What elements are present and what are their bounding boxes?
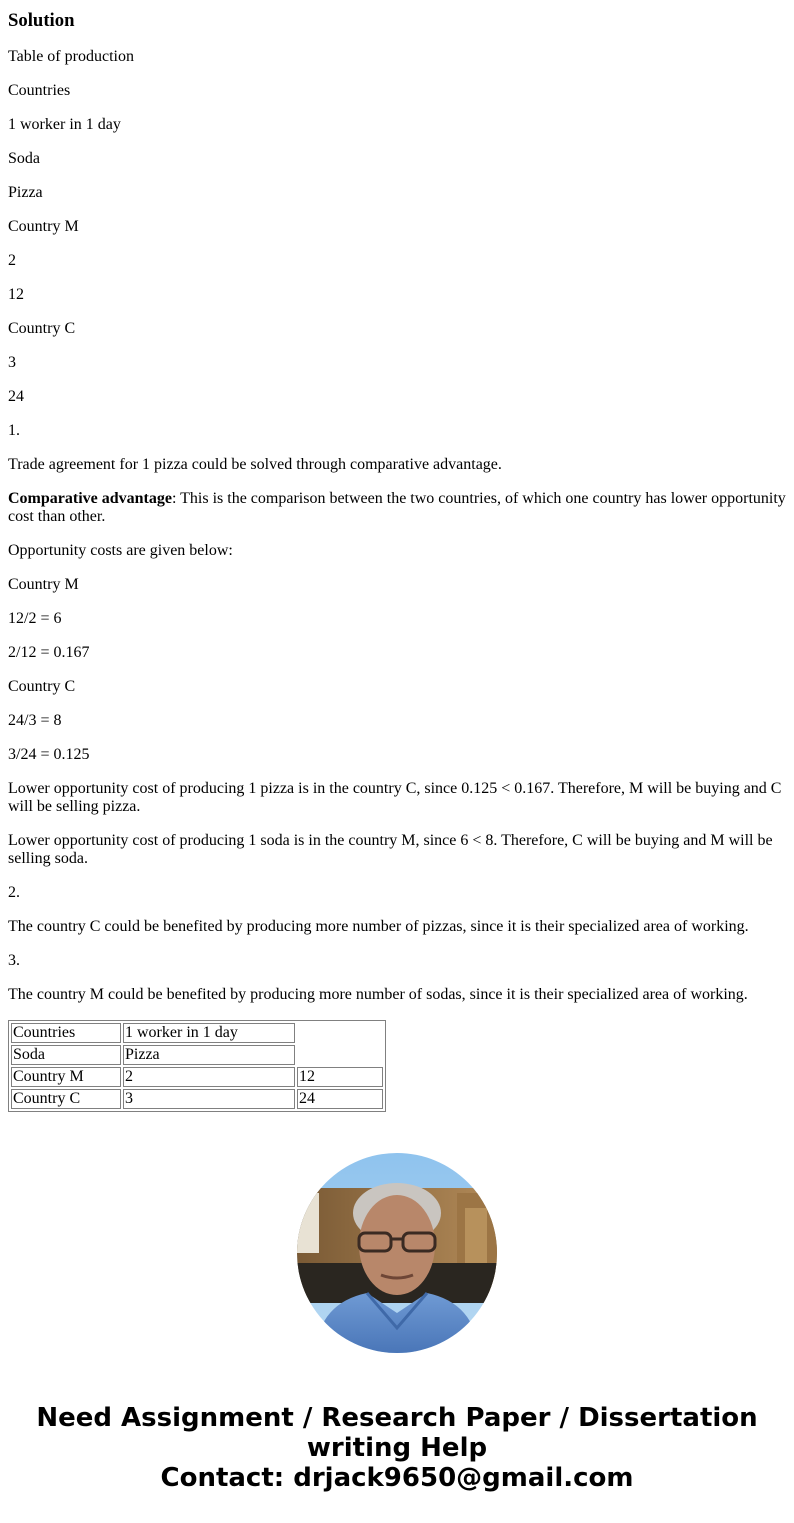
paragraph: Table of production [8,48,134,65]
table-row [11,1089,383,1109]
table-cell: 3 [123,1089,295,1109]
table-row [11,1045,383,1065]
author-avatar [297,1153,497,1353]
paragraph: Country M [8,218,79,235]
table-cell: 12 [297,1067,383,1087]
promo-line: writing Help [306,1433,488,1463]
document-content [8,0,786,1112]
table-cell: 1 worker in 1 day [123,1023,295,1043]
paragraph: 1 worker in 1 day [8,116,121,133]
promo-banner [0,1403,794,1493]
paragraph: 24 [8,388,24,405]
paragraph: 2 [8,252,16,269]
comparative-advantage-term: Comparative advantage [8,490,172,507]
paragraph: Pizza [8,184,43,201]
paragraph: Country C [8,678,76,695]
paragraph: 12 [8,286,24,303]
production-table-wrapper [8,1020,786,1112]
paragraph: 2. [8,884,20,901]
table-row [11,1067,383,1087]
paragraph: The country C could be benefited by producing more number of pizzas, since it is their specialized area of working. [8,918,749,935]
table-cell: Pizza [123,1045,295,1065]
paragraph: Soda [8,150,40,167]
paragraph: 3/24 = 0.125 [8,746,90,763]
comparative-advantage-definition: : This is the comparison between the two countries, of which one country has lower opportunity cost than other. [8,490,786,525]
promo-contact: Contact: drjack9650@gmail.com [160,1463,634,1493]
paragraph: 3 [8,354,16,371]
table-cell: Soda [11,1045,121,1065]
promo-line: Need Assignment / Research Paper / Dissertation [36,1403,758,1433]
paragraph: 3. [8,952,20,969]
paragraph: Country M [8,576,79,593]
paragraph: Lower opportunity cost of producing 1 pizza is in the country C, since 0.125 < 0.167. Therefore, M will be buying and C will be selling pizza. [8,780,782,815]
page-title: Solution [8,10,75,31]
table-cell: Country M [11,1067,121,1087]
table-row [11,1023,383,1043]
author-portrait-image [297,1153,497,1353]
paragraph: Trade agreement for 1 pizza could be solved through comparative advantage. [8,456,502,473]
comparative-advantage-paragraph [8,490,786,526]
table-cell: Countries [11,1023,121,1043]
table-cell: Country C [11,1089,121,1109]
paragraph: Lower opportunity cost of producing 1 soda is in the country M, since 6 < 8. Therefore, C will be buying and M will be selling soda. [8,832,773,867]
paragraph: 2/12 = 0.167 [8,644,90,661]
paragraph: Opportunity costs are given below: [8,542,233,559]
table-cell: 24 [297,1089,383,1109]
production-table [8,1020,386,1112]
table-cell: 2 [123,1067,295,1087]
paragraph: 1. [8,422,20,439]
paragraph: The country M could be benefited by producing more number of sodas, since it is their specialized area of working. [8,986,748,1003]
paragraph: Country C [8,320,76,337]
paragraph: 12/2 = 6 [8,610,62,627]
paragraph: Countries [8,82,71,99]
paragraph: 24/3 = 8 [8,712,62,729]
